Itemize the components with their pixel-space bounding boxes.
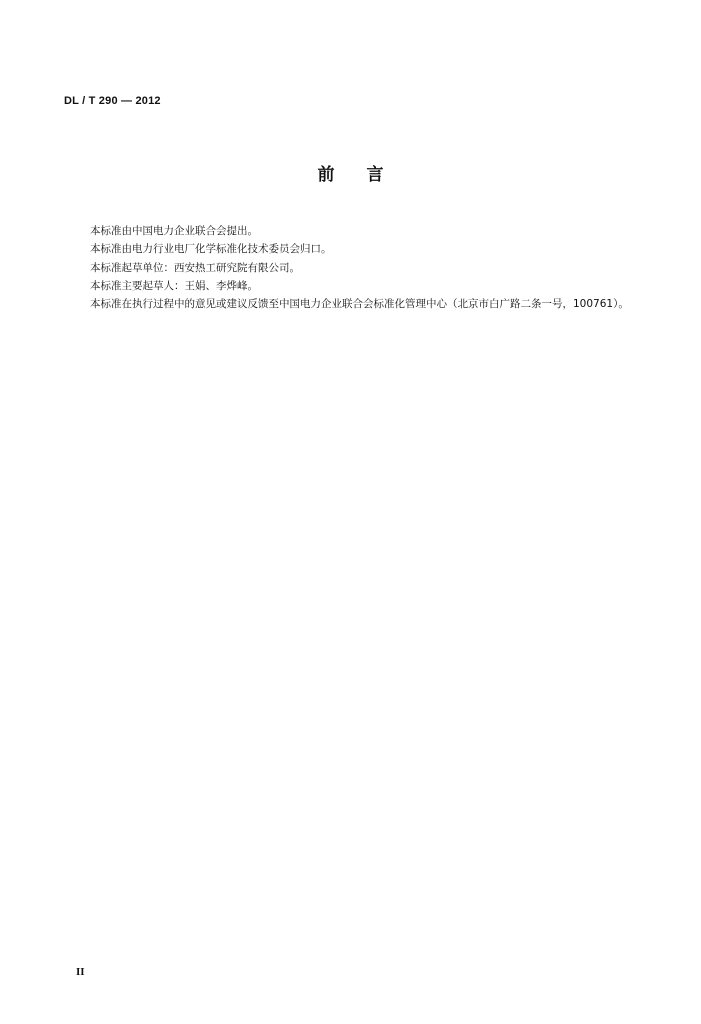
paragraph-drafters: 本标准主要起草人：王娟、李烨峰。 [90, 279, 258, 292]
page-number: II [76, 966, 85, 978]
paragraph-committee: 本标准由电力行业电厂化学标准化技术委员会归口。 [90, 243, 332, 256]
paragraph-feedback: 本标准在执行过程中的意见或建议反馈至中国电力企业联合会标准化管理中心（北京市白广路二条一号，100761）。 [90, 298, 629, 311]
paragraph-proposer: 本标准由中国电力企业联合会提出。 [90, 225, 258, 237]
standard-number: DL / T 290 — 2012 [64, 95, 161, 107]
page-title: 前言 [317, 165, 416, 185]
foreword-body [64, 222, 644, 313]
paragraph-drafting-unit: 本标准起草单位：西安热工研究院有限公司。 [90, 261, 300, 274]
